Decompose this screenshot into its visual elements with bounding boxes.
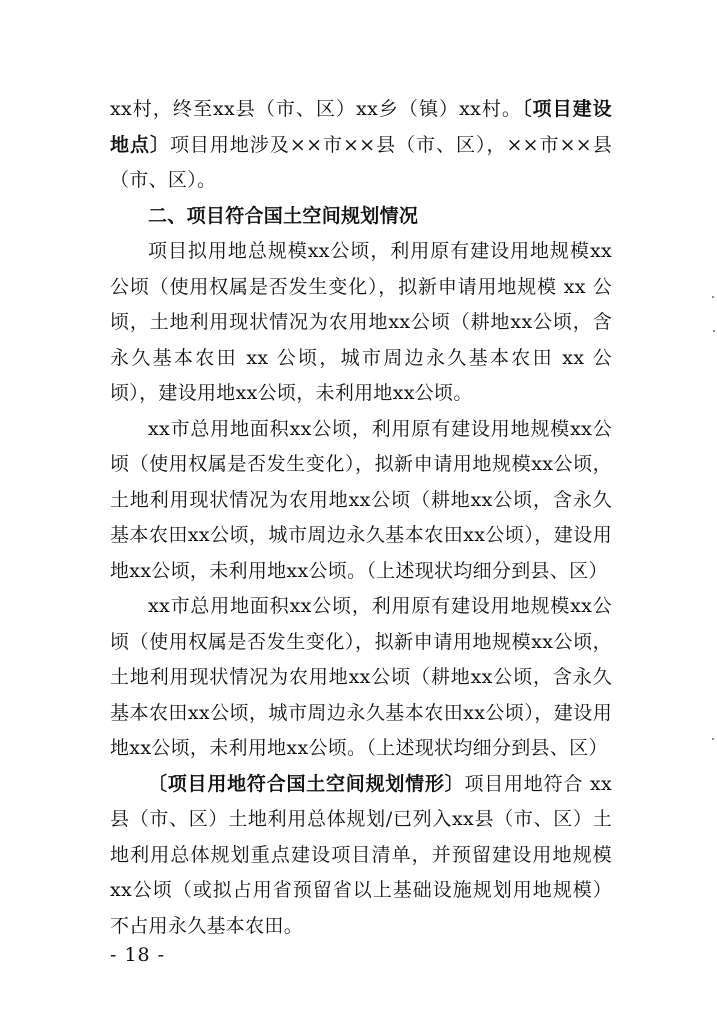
paragraph-city-area-2 <box>110 589 612 767</box>
text-segment: 项目拟用地总规模xx公顷，利用原有建设用地规模xx公顷（使用权属是否发生变化），拟新申请用地规模 xx 公顷，土地利用现状情况为农用地xx公顷（耕地xx公顷，含永久基本农田 xx 公顷，城市周边永久基本农田 xx 公顷），建设用地xx公顷，未利用地xx公顷。 <box>110 240 612 404</box>
text-segment: 项目用地涉及××市××县（市、区），××市××县（市、区）。 <box>110 133 612 191</box>
scan-speck <box>712 738 714 740</box>
bold-label-planning-compliance: 〔项目用地符合国土空间规划情形〕 <box>148 772 465 795</box>
paragraph-total-scale <box>110 234 612 412</box>
document-body <box>110 92 612 944</box>
page-number: - 18 - <box>110 944 166 966</box>
section-heading: 二、项目符合国土空间规划情况 <box>148 204 419 227</box>
text-segment: xx市总用地面积xx公顷，利用原有建设用地规模xx公顷（使用权属是否发生变化），拟新申请用地规模xx公顷，土地利用现状情况为农用地xx公顷（耕地xx公顷，含永久基本农田xx公顷，城市周边永久基本农田xx公顷），建设用地xx公顷，未利用地xx公顷。（上述现状均细分到县、区） <box>110 595 612 759</box>
bold-label-project-location: 〔项目建设地点〕 <box>110 98 612 156</box>
paragraph-location <box>110 92 612 199</box>
text-segment: xx市总用地面积xx公顷，利用原有建设用地规模xx公顷（使用权属是否发生变化），拟新申请用地规模xx公顷，土地利用现状情况为农用地xx公顷（耕地xx公顷，含永久基本农田xx公顷，城市周边永久基本农田xx公顷），建设用地xx公顷，未利用地xx公顷。（上述现状均细分到县、区） <box>110 417 612 582</box>
scan-speck <box>713 330 715 332</box>
paragraph-city-area-1 <box>110 412 612 590</box>
text-segment: 项目用地符合 xx 县（市、区）土地利用总体规划/已列入xx县（市、区）土地利用总体规划重点建设项目清单，并预留建设用地规模xx公顷（或拟占用省预留省以上基础设施规划用地规模）不占用永久基本农田。 <box>110 772 612 937</box>
scan-speck <box>712 296 714 298</box>
paragraph-planning-compliance <box>110 767 612 945</box>
text-segment: xx村，终至xx县（市、区）xx乡（镇）xx村。 <box>110 98 522 120</box>
